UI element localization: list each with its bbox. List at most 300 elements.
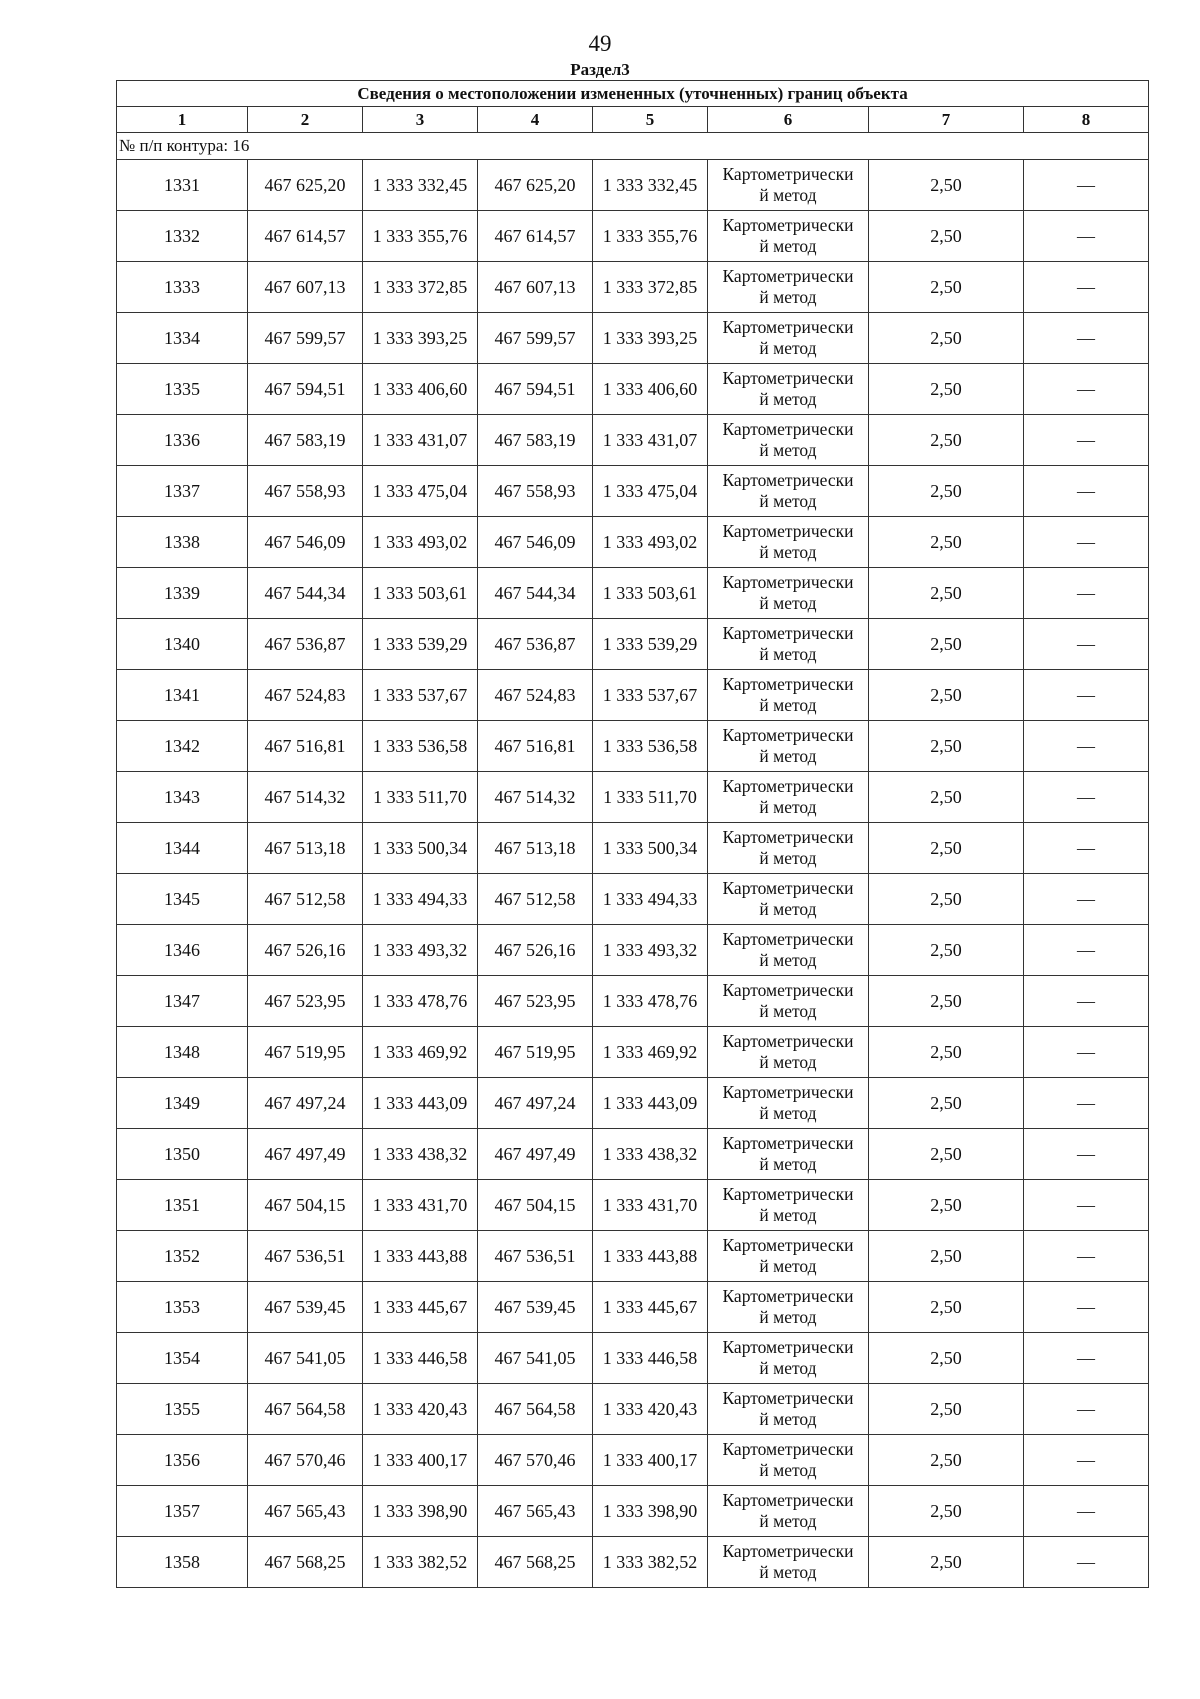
table-caption-row [117, 81, 1149, 107]
new-x-cell: 467 544,34 [478, 568, 593, 619]
method-cell [708, 1384, 869, 1435]
note-cell: — [1024, 925, 1149, 976]
table-caption: Сведения о местоположении измененных (уточненных) границ объекта [117, 81, 1149, 107]
new-x-cell: 467 564,58 [478, 1384, 593, 1435]
method-cell [708, 262, 869, 313]
point-number-cell: 1335 [117, 364, 248, 415]
new-y-cell: 1 333 446,58 [593, 1333, 708, 1384]
table-row [117, 772, 1149, 823]
accuracy-cell: 2,50 [869, 1537, 1024, 1588]
method-line-1: Картометрически [722, 980, 854, 1000]
point-number-cell: 1345 [117, 874, 248, 925]
method-line-1: Картометрически [722, 572, 854, 592]
new-y-cell: 1 333 443,09 [593, 1078, 708, 1129]
method-cell [708, 313, 869, 364]
existing-x-cell: 467 497,49 [248, 1129, 363, 1180]
method-line-1: Картометрически [722, 623, 854, 643]
new-x-cell: 467 599,57 [478, 313, 593, 364]
method-line-1: Картометрически [722, 1133, 854, 1153]
new-y-cell: 1 333 445,67 [593, 1282, 708, 1333]
new-x-cell: 467 497,49 [478, 1129, 593, 1180]
existing-y-cell: 1 333 493,02 [363, 517, 478, 568]
method-cell [708, 772, 869, 823]
point-number-cell: 1358 [117, 1537, 248, 1588]
table-row [117, 1537, 1149, 1588]
method-cell [708, 568, 869, 619]
accuracy-cell: 2,50 [869, 415, 1024, 466]
method-cell [708, 1129, 869, 1180]
method-line-2: й метод [759, 1409, 817, 1429]
method-line-1: Картометрически [722, 1388, 854, 1408]
column-number-7: 7 [869, 107, 1024, 133]
method-line-2: й метод [759, 1052, 817, 1072]
existing-x-cell: 467 524,83 [248, 670, 363, 721]
table-row [117, 568, 1149, 619]
table-row [117, 160, 1149, 211]
method-cell [708, 1027, 869, 1078]
existing-y-cell: 1 333 406,60 [363, 364, 478, 415]
table-body [117, 81, 1149, 1588]
note-cell: — [1024, 313, 1149, 364]
new-x-cell: 467 526,16 [478, 925, 593, 976]
method-cell [708, 1282, 869, 1333]
method-line-2: й метод [759, 1205, 817, 1225]
new-y-cell: 1 333 493,02 [593, 517, 708, 568]
point-number-cell: 1344 [117, 823, 248, 874]
note-cell: — [1024, 364, 1149, 415]
method-line-2: й метод [759, 746, 817, 766]
method-cell [708, 160, 869, 211]
new-y-cell: 1 333 503,61 [593, 568, 708, 619]
method-line-2: й метод [759, 1460, 817, 1480]
note-cell: — [1024, 160, 1149, 211]
contour-label: № п/п контура: 16 [117, 133, 1149, 160]
new-x-cell: 467 519,95 [478, 1027, 593, 1078]
method-cell [708, 976, 869, 1027]
accuracy-cell: 2,50 [869, 568, 1024, 619]
table-row [117, 619, 1149, 670]
point-number-cell: 1355 [117, 1384, 248, 1435]
existing-y-cell: 1 333 503,61 [363, 568, 478, 619]
existing-y-cell: 1 333 443,88 [363, 1231, 478, 1282]
method-line-1: Картометрически [722, 1286, 854, 1306]
point-number-cell: 1341 [117, 670, 248, 721]
method-line-2: й метод [759, 797, 817, 817]
existing-x-cell: 467 539,45 [248, 1282, 363, 1333]
note-cell: — [1024, 976, 1149, 1027]
existing-y-cell: 1 333 469,92 [363, 1027, 478, 1078]
new-y-cell: 1 333 431,07 [593, 415, 708, 466]
method-line-1: Картометрически [722, 419, 854, 439]
existing-x-cell: 467 536,51 [248, 1231, 363, 1282]
existing-y-cell: 1 333 443,09 [363, 1078, 478, 1129]
method-line-1: Картометрически [722, 725, 854, 745]
note-cell: — [1024, 1537, 1149, 1588]
method-cell [708, 211, 869, 262]
point-number-cell: 1336 [117, 415, 248, 466]
new-y-cell: 1 333 475,04 [593, 466, 708, 517]
method-line-1: Картометрически [722, 929, 854, 949]
method-cell [708, 874, 869, 925]
point-number-cell: 1331 [117, 160, 248, 211]
table-row [117, 925, 1149, 976]
table-row [117, 823, 1149, 874]
new-x-cell: 467 541,05 [478, 1333, 593, 1384]
new-y-cell: 1 333 511,70 [593, 772, 708, 823]
existing-y-cell: 1 333 400,17 [363, 1435, 478, 1486]
method-line-2: й метод [759, 1001, 817, 1021]
note-cell: — [1024, 1435, 1149, 1486]
point-number-cell: 1350 [117, 1129, 248, 1180]
new-y-cell: 1 333 398,90 [593, 1486, 708, 1537]
existing-x-cell: 467 541,05 [248, 1333, 363, 1384]
column-number-2: 2 [248, 107, 363, 133]
point-number-cell: 1343 [117, 772, 248, 823]
new-y-cell: 1 333 431,70 [593, 1180, 708, 1231]
existing-y-cell: 1 333 398,90 [363, 1486, 478, 1537]
note-cell: — [1024, 823, 1149, 874]
accuracy-cell: 2,50 [869, 1282, 1024, 1333]
new-x-cell: 467 607,13 [478, 262, 593, 313]
existing-x-cell: 467 558,93 [248, 466, 363, 517]
method-line-2: й метод [759, 1511, 817, 1531]
existing-y-cell: 1 333 493,32 [363, 925, 478, 976]
point-number-cell: 1351 [117, 1180, 248, 1231]
new-x-cell: 467 516,81 [478, 721, 593, 772]
new-x-cell: 467 594,51 [478, 364, 593, 415]
note-cell: — [1024, 211, 1149, 262]
new-y-cell: 1 333 478,76 [593, 976, 708, 1027]
table-row [117, 1333, 1149, 1384]
note-cell: — [1024, 1384, 1149, 1435]
method-cell [708, 1435, 869, 1486]
accuracy-cell: 2,50 [869, 976, 1024, 1027]
new-y-cell: 1 333 537,67 [593, 670, 708, 721]
method-cell [708, 415, 869, 466]
method-cell [708, 1231, 869, 1282]
new-x-cell: 467 546,09 [478, 517, 593, 568]
method-line-2: й метод [759, 593, 817, 613]
new-x-cell: 467 625,20 [478, 160, 593, 211]
accuracy-cell: 2,50 [869, 517, 1024, 568]
method-line-1: Картометрически [722, 1235, 854, 1255]
method-line-1: Картометрически [722, 1337, 854, 1357]
accuracy-cell: 2,50 [869, 1486, 1024, 1537]
table-row [117, 211, 1149, 262]
column-number-3: 3 [363, 107, 478, 133]
existing-x-cell: 467 516,81 [248, 721, 363, 772]
note-cell: — [1024, 1486, 1149, 1537]
new-y-cell: 1 333 500,34 [593, 823, 708, 874]
method-line-2: й метод [759, 287, 817, 307]
method-line-1: Картометрически [722, 1439, 854, 1459]
table-row [117, 1180, 1149, 1231]
accuracy-cell: 2,50 [869, 721, 1024, 772]
table-row [117, 976, 1149, 1027]
method-line-2: й метод [759, 1307, 817, 1327]
method-line-1: Картометрически [722, 317, 854, 337]
method-cell [708, 1078, 869, 1129]
accuracy-cell: 2,50 [869, 823, 1024, 874]
note-cell: — [1024, 1129, 1149, 1180]
note-cell: — [1024, 772, 1149, 823]
accuracy-cell: 2,50 [869, 1129, 1024, 1180]
existing-x-cell: 467 519,95 [248, 1027, 363, 1078]
column-number-5: 5 [593, 107, 708, 133]
table-row [117, 262, 1149, 313]
accuracy-cell: 2,50 [869, 466, 1024, 517]
accuracy-cell: 2,50 [869, 1384, 1024, 1435]
note-cell: — [1024, 415, 1149, 466]
page-number: 49 [588, 31, 612, 56]
method-line-1: Картометрически [722, 1541, 854, 1561]
table-row [117, 1129, 1149, 1180]
method-cell [708, 517, 869, 568]
new-y-cell: 1 333 372,85 [593, 262, 708, 313]
existing-x-cell: 467 512,58 [248, 874, 363, 925]
note-cell: — [1024, 568, 1149, 619]
new-x-cell: 467 504,15 [478, 1180, 593, 1231]
new-x-cell: 467 497,24 [478, 1078, 593, 1129]
table-row [117, 1435, 1149, 1486]
method-line-2: й метод [759, 695, 817, 715]
section-label: Раздел3 [570, 60, 630, 79]
point-number-cell: 1349 [117, 1078, 248, 1129]
method-line-2: й метод [759, 185, 817, 205]
method-line-1: Картометрически [722, 674, 854, 694]
table-row [117, 313, 1149, 364]
method-line-2: й метод [759, 1358, 817, 1378]
new-y-cell: 1 333 420,43 [593, 1384, 708, 1435]
existing-x-cell: 467 544,34 [248, 568, 363, 619]
new-x-cell: 467 513,18 [478, 823, 593, 874]
method-cell [708, 1333, 869, 1384]
new-x-cell: 467 523,95 [478, 976, 593, 1027]
method-line-2: й метод [759, 899, 817, 919]
accuracy-cell: 2,50 [869, 925, 1024, 976]
method-line-1: Картометрически [722, 878, 854, 898]
method-line-1: Картометрически [722, 1490, 854, 1510]
method-line-2: й метод [759, 491, 817, 511]
new-y-cell: 1 333 493,32 [593, 925, 708, 976]
table-row [117, 1027, 1149, 1078]
existing-y-cell: 1 333 420,43 [363, 1384, 478, 1435]
point-number-cell: 1347 [117, 976, 248, 1027]
column-number-1: 1 [117, 107, 248, 133]
new-x-cell: 467 558,93 [478, 466, 593, 517]
method-line-2: й метод [759, 1256, 817, 1276]
column-number-6: 6 [708, 107, 869, 133]
existing-x-cell: 467 513,18 [248, 823, 363, 874]
point-number-cell: 1357 [117, 1486, 248, 1537]
existing-y-cell: 1 333 332,45 [363, 160, 478, 211]
boundary-coordinates-table [116, 80, 1149, 1588]
point-number-cell: 1337 [117, 466, 248, 517]
method-cell [708, 1486, 869, 1537]
existing-x-cell: 467 568,25 [248, 1537, 363, 1588]
accuracy-cell: 2,50 [869, 670, 1024, 721]
method-line-1: Картометрически [722, 266, 854, 286]
existing-y-cell: 1 333 382,52 [363, 1537, 478, 1588]
accuracy-cell: 2,50 [869, 211, 1024, 262]
method-cell [708, 925, 869, 976]
method-line-1: Картометрически [722, 521, 854, 541]
existing-x-cell: 467 570,46 [248, 1435, 363, 1486]
note-cell: — [1024, 1078, 1149, 1129]
table-row [117, 721, 1149, 772]
accuracy-cell: 2,50 [869, 1180, 1024, 1231]
existing-x-cell: 467 583,19 [248, 415, 363, 466]
note-cell: — [1024, 721, 1149, 772]
new-x-cell: 467 536,87 [478, 619, 593, 670]
point-number-cell: 1334 [117, 313, 248, 364]
table-row [117, 874, 1149, 925]
method-line-2: й метод [759, 1154, 817, 1174]
existing-y-cell: 1 333 539,29 [363, 619, 478, 670]
new-x-cell: 467 536,51 [478, 1231, 593, 1282]
existing-x-cell: 467 599,57 [248, 313, 363, 364]
existing-y-cell: 1 333 500,34 [363, 823, 478, 874]
accuracy-cell: 2,50 [869, 313, 1024, 364]
table-row [117, 670, 1149, 721]
method-line-1: Картометрически [722, 1184, 854, 1204]
method-line-1: Картометрически [722, 1031, 854, 1051]
method-line-1: Картометрически [722, 215, 854, 235]
existing-y-cell: 1 333 478,76 [363, 976, 478, 1027]
accuracy-cell: 2,50 [869, 874, 1024, 925]
point-number-cell: 1356 [117, 1435, 248, 1486]
existing-x-cell: 467 565,43 [248, 1486, 363, 1537]
existing-y-cell: 1 333 475,04 [363, 466, 478, 517]
new-x-cell: 467 514,32 [478, 772, 593, 823]
existing-x-cell: 467 594,51 [248, 364, 363, 415]
method-line-2: й метод [759, 644, 817, 664]
note-cell: — [1024, 670, 1149, 721]
existing-y-cell: 1 333 438,32 [363, 1129, 478, 1180]
new-x-cell: 467 614,57 [478, 211, 593, 262]
method-line-2: й метод [759, 1562, 817, 1582]
point-number-cell: 1332 [117, 211, 248, 262]
accuracy-cell: 2,50 [869, 160, 1024, 211]
column-numbers-row [117, 107, 1149, 133]
table-row [117, 364, 1149, 415]
contour-row [117, 133, 1149, 160]
existing-x-cell: 467 536,87 [248, 619, 363, 670]
existing-y-cell: 1 333 494,33 [363, 874, 478, 925]
column-number-8: 8 [1024, 107, 1149, 133]
new-y-cell: 1 333 406,60 [593, 364, 708, 415]
method-cell [708, 670, 869, 721]
new-x-cell: 467 539,45 [478, 1282, 593, 1333]
method-cell [708, 1537, 869, 1588]
method-cell [708, 466, 869, 517]
new-x-cell: 467 565,43 [478, 1486, 593, 1537]
existing-x-cell: 467 514,32 [248, 772, 363, 823]
note-cell: — [1024, 1333, 1149, 1384]
accuracy-cell: 2,50 [869, 1435, 1024, 1486]
table-row [117, 1231, 1149, 1282]
method-cell [708, 1180, 869, 1231]
new-y-cell: 1 333 382,52 [593, 1537, 708, 1588]
method-line-2: й метод [759, 338, 817, 358]
accuracy-cell: 2,50 [869, 364, 1024, 415]
method-line-2: й метод [759, 236, 817, 256]
existing-x-cell: 467 614,57 [248, 211, 363, 262]
point-number-cell: 1352 [117, 1231, 248, 1282]
accuracy-cell: 2,50 [869, 772, 1024, 823]
existing-x-cell: 467 523,95 [248, 976, 363, 1027]
new-y-cell: 1 333 355,76 [593, 211, 708, 262]
new-x-cell: 467 512,58 [478, 874, 593, 925]
method-cell [708, 619, 869, 670]
method-cell [708, 823, 869, 874]
existing-x-cell: 467 526,16 [248, 925, 363, 976]
method-cell [708, 721, 869, 772]
existing-x-cell: 467 564,58 [248, 1384, 363, 1435]
accuracy-cell: 2,50 [869, 1333, 1024, 1384]
method-line-2: й метод [759, 848, 817, 868]
accuracy-cell: 2,50 [869, 619, 1024, 670]
new-y-cell: 1 333 443,88 [593, 1231, 708, 1282]
method-line-1: Картометрически [722, 470, 854, 490]
point-number-cell: 1354 [117, 1333, 248, 1384]
note-cell: — [1024, 1027, 1149, 1078]
method-line-2: й метод [759, 389, 817, 409]
existing-x-cell: 467 546,09 [248, 517, 363, 568]
new-y-cell: 1 333 393,25 [593, 313, 708, 364]
point-number-cell: 1339 [117, 568, 248, 619]
method-line-1: Картометрически [722, 1082, 854, 1102]
note-cell: — [1024, 874, 1149, 925]
table-row [117, 517, 1149, 568]
table-row [117, 415, 1149, 466]
table-row [117, 1282, 1149, 1333]
accuracy-cell: 2,50 [869, 1027, 1024, 1078]
note-cell: — [1024, 262, 1149, 313]
method-cell [708, 364, 869, 415]
point-number-cell: 1338 [117, 517, 248, 568]
method-line-2: й метод [759, 542, 817, 562]
note-cell: — [1024, 517, 1149, 568]
new-y-cell: 1 333 494,33 [593, 874, 708, 925]
method-line-2: й метод [759, 1103, 817, 1123]
column-number-4: 4 [478, 107, 593, 133]
point-number-cell: 1348 [117, 1027, 248, 1078]
existing-y-cell: 1 333 537,67 [363, 670, 478, 721]
accuracy-cell: 2,50 [869, 1078, 1024, 1129]
point-number-cell: 1342 [117, 721, 248, 772]
method-line-2: й метод [759, 440, 817, 460]
method-line-1: Картометрически [722, 164, 854, 184]
new-y-cell: 1 333 539,29 [593, 619, 708, 670]
existing-y-cell: 1 333 431,70 [363, 1180, 478, 1231]
note-cell: — [1024, 1180, 1149, 1231]
table-row [117, 1384, 1149, 1435]
accuracy-cell: 2,50 [869, 1231, 1024, 1282]
existing-y-cell: 1 333 355,76 [363, 211, 478, 262]
point-number-cell: 1353 [117, 1282, 248, 1333]
existing-y-cell: 1 333 372,85 [363, 262, 478, 313]
method-line-1: Картометрически [722, 776, 854, 796]
existing-y-cell: 1 333 446,58 [363, 1333, 478, 1384]
note-cell: — [1024, 619, 1149, 670]
note-cell: — [1024, 466, 1149, 517]
method-line-2: й метод [759, 950, 817, 970]
method-line-1: Картометрически [722, 368, 854, 388]
new-x-cell: 467 583,19 [478, 415, 593, 466]
new-x-cell: 467 570,46 [478, 1435, 593, 1486]
point-number-cell: 1333 [117, 262, 248, 313]
